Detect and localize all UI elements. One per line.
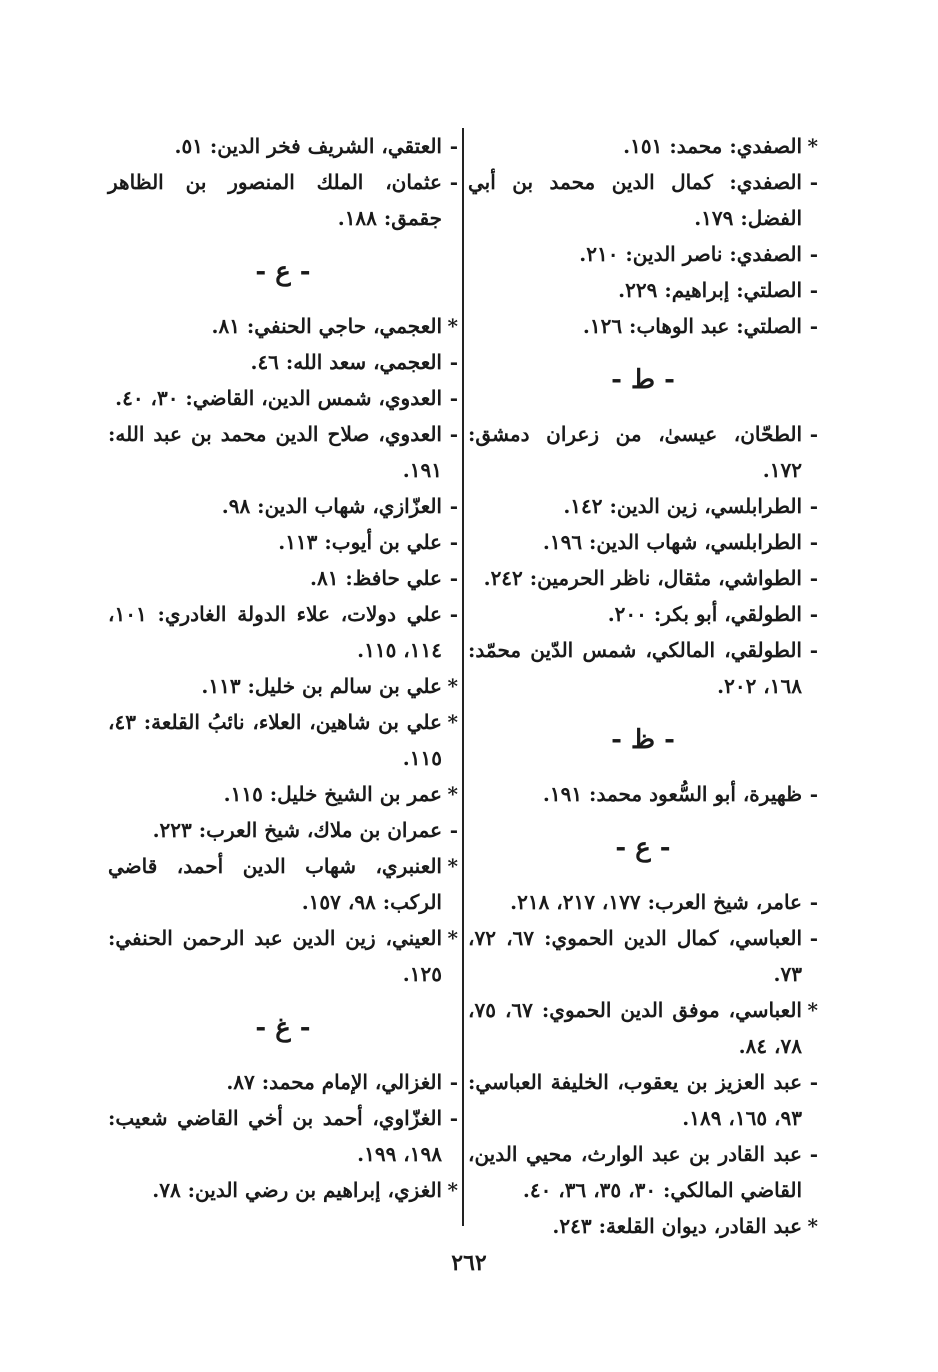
letter-heading: - ط -: [611, 365, 675, 395]
dash-marker: -: [449, 818, 458, 842]
dash-marker: -: [449, 170, 458, 194]
letter-heading: - ظ -: [611, 725, 675, 755]
entry-text: الطواشي، مثقال، ناظر الحرمين: ٢٤٢.: [483, 566, 802, 590]
letter-heading: - ع -: [615, 833, 671, 863]
entry-text: الصفدي: محمد: ١٥١.: [623, 134, 802, 158]
asterisk-marker: *: [447, 314, 458, 338]
entry-text: العباسي، موفق الدين الحموي: ٦٧، ٧٥، ٧٨، ٨٤.: [468, 998, 802, 1058]
dash-marker: -: [809, 602, 818, 626]
dash-marker: -: [809, 494, 818, 518]
dash-marker: -: [449, 530, 458, 554]
entry-text: الطرابلسي، شهاب الدين: ١٩٦.: [542, 530, 802, 554]
dash-marker: -: [809, 782, 818, 806]
index-entry: [108, 380, 458, 416]
dash-marker: -: [449, 350, 458, 374]
entry-text: عامر، شيخ العرب: ١٧٧، ٢١٧، ٢١٨.: [510, 890, 802, 914]
asterisk-marker: *: [447, 926, 458, 950]
asterisk-marker: *: [807, 1214, 818, 1238]
index-entry: [108, 596, 458, 668]
dash-marker: -: [449, 1106, 458, 1130]
entry-text: علي بن أيوب: ١١٣.: [278, 530, 442, 554]
entry-text: العدوي، شمس الدين، القاضي: ٣٠، ٤٠.: [115, 386, 442, 410]
dash-marker: -: [449, 1070, 458, 1094]
index-entry: [108, 308, 458, 344]
index-entry: [108, 776, 458, 812]
index-entry: [108, 416, 458, 488]
entry-text: الغزي، إبراهيم بن رضي الدين: ٧٨.: [152, 1178, 442, 1202]
asterisk-marker: *: [447, 854, 458, 878]
index-entry: [108, 128, 458, 164]
index-entry: [108, 488, 458, 524]
letter-heading: - غ -: [255, 1013, 311, 1043]
entry-text: العنبري، شهاب الدين أحمد، قاضي الركب: ٩٨، ١٥٧.: [108, 854, 442, 914]
entry-text: العيني، زين الدين عبد الرحمن الحنفي: ١٢٥.: [108, 926, 442, 986]
asterisk-marker: *: [447, 1178, 458, 1202]
entry-text: الصفدي: كمال الدين محمد بن أبي الفضل: ١٧٩.: [468, 170, 802, 230]
index-entry: [468, 308, 818, 344]
asterisk-marker: *: [447, 782, 458, 806]
right-column: [468, 128, 818, 1244]
index-entry: [468, 272, 818, 308]
dash-marker: -: [809, 890, 818, 914]
index-entry: [468, 920, 818, 992]
dash-marker: -: [809, 1070, 818, 1094]
asterisk-marker: *: [447, 710, 458, 734]
asterisk-marker: *: [807, 998, 818, 1022]
dash-marker: -: [809, 638, 818, 662]
entry-text: الصلتي: عبد الوهاب: ١٢٦.: [582, 314, 802, 338]
entry-text: العتقي، الشريف فخر الدين: ٥١.: [174, 134, 442, 158]
index-entry: [108, 812, 458, 848]
entry-text: علي بن سالم بن خليل: ١١٣.: [201, 674, 442, 698]
entry-text: ظهيرة، أبو السُّعود محمد: ١٩١.: [542, 782, 802, 806]
index-entry: [468, 632, 818, 704]
index-entry: [468, 164, 818, 236]
index-entry: [468, 776, 818, 812]
entry-text: علي دولات، علاء الدولة الغادري: ١٠١، ١١٤، ١١٥.: [108, 602, 442, 662]
index-entry: [468, 1064, 818, 1136]
index-entry: [108, 704, 458, 776]
dash-marker: -: [809, 170, 818, 194]
index-entry: [468, 560, 818, 596]
entry-text: الطرابلسي، زين الدين: ١٤٢.: [563, 494, 802, 518]
index-entry: [468, 416, 818, 488]
dash-marker: -: [449, 422, 458, 446]
dash-marker: -: [449, 134, 458, 158]
left-column: [108, 128, 458, 1208]
asterisk-marker: *: [807, 134, 818, 158]
entry-text: الطولقي، المالكي، شمس الدّين محمّد: ١٦٨، ٢٠٢.: [468, 638, 802, 698]
entry-text: عبد القادر، ديوان القلعة: ٢٤٣.: [552, 1214, 802, 1238]
entry-text: علي حافظ: ٨١.: [310, 566, 442, 590]
index-entry: [468, 128, 818, 164]
entry-text: عبد القادر بن عبد الوارث، محيي الدين، القاضي المالكي: ٣٠، ٣٥، ٣٦، ٤٠.: [468, 1142, 802, 1202]
index-entry: [468, 1208, 818, 1244]
dash-marker: -: [809, 242, 818, 266]
dash-marker: -: [809, 314, 818, 338]
entry-text: الغزّاوي، أحمد بن أخي القاضي شعيب: ١٩٨، ١٩٩.: [108, 1106, 442, 1166]
index-entry: [108, 848, 458, 920]
entry-text: علي بن شاهين، العلاء، نائبُ القلعة: ٤٣، ١١٥.: [108, 710, 442, 770]
index-entry: [468, 884, 818, 920]
dash-marker: -: [809, 530, 818, 554]
entry-text: عمران بن ملاك، شيخ العرب: ٢٢٣.: [152, 818, 442, 842]
index-entry: [468, 992, 818, 1064]
dash-marker: -: [449, 386, 458, 410]
index-entry: [468, 1136, 818, 1208]
index-entry: [108, 1064, 458, 1100]
index-entry: [108, 164, 458, 236]
index-entry: [468, 236, 818, 272]
dash-marker: -: [809, 926, 818, 950]
entry-text: عبد العزيز بن يعقوب، الخليفة العباسي: ٩٣، ١٦٥، ١٨٩.: [468, 1070, 802, 1130]
dash-marker: -: [449, 602, 458, 626]
dash-marker: -: [809, 278, 818, 302]
index-entry: [468, 524, 818, 560]
dash-marker: -: [449, 494, 458, 518]
entry-text: العدوي، صلاح الدين محمد بن عبد الله: ١٩١.: [108, 422, 442, 482]
entry-text: العزّازي، شهاب الدين: ٩٨.: [221, 494, 442, 518]
column-divider: [462, 128, 464, 1226]
letter-heading: - ع -: [255, 257, 311, 287]
entry-text: العجمي، حاجي الحنفي: ٨١.: [211, 314, 442, 338]
index-entry: [108, 524, 458, 560]
entry-text: الغزالي، الإمام محمد: ٨٧.: [226, 1070, 442, 1094]
index-entry: [108, 668, 458, 704]
asterisk-marker: *: [447, 674, 458, 698]
index-entry: [108, 1100, 458, 1172]
entry-text: عمر بن الشيخ خليل: ١١٥.: [223, 782, 442, 806]
dash-marker: -: [809, 422, 818, 446]
index-entry: [108, 344, 458, 380]
entry-text: العباسي، كمال الدين الحموي: ٦٧، ٧٢، ٧٣.: [468, 926, 802, 986]
page-number: ٢٦٢: [451, 1250, 487, 1276]
dash-marker: -: [449, 566, 458, 590]
entry-text: العجمي، سعد الله: ٤٦.: [250, 350, 442, 374]
index-entry: [108, 560, 458, 596]
dash-marker: -: [809, 566, 818, 590]
index-entry: [108, 920, 458, 992]
index-entry: [108, 1172, 458, 1208]
entry-text: الطحّان، عيسىٰ، من زعران دمشق: ١٧٢.: [468, 422, 802, 482]
index-entry: [468, 488, 818, 524]
entry-text: الصلتي: إبراهيم: ٢٢٩.: [618, 278, 802, 302]
entry-text: الطولقي، أبو بكر: ٢٠٠.: [607, 602, 802, 626]
entry-text: عثمان، الملك المنصور بن الظاهر جقمق: ١٨٨.: [108, 170, 442, 230]
dash-marker: -: [809, 1142, 818, 1166]
index-entry: [468, 596, 818, 632]
entry-text: الصفدي: ناصر الدين: ٢١٠.: [579, 242, 802, 266]
